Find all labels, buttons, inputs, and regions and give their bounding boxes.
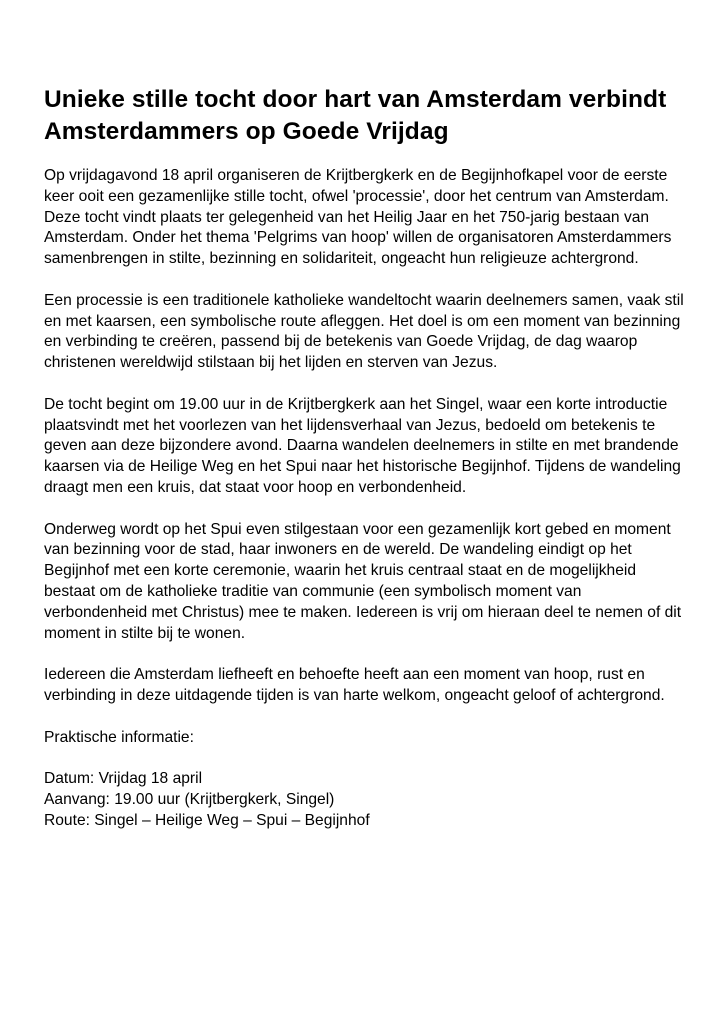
document-title: Unieke stille tocht door hart van Amsterdam verbindt Amsterdammers op Goede Vrijdag bbox=[44, 86, 667, 145]
info-start-time: Aanvang: 19.00 uur (Krijtbergkerk, Singel) bbox=[44, 790, 335, 808]
info-route: Route: Singel – Heilige Weg – Spui – Begijnhof bbox=[44, 811, 370, 829]
paragraph-processie: Een processie is een traditionele katholieke wandeltocht waarin deelnemers samen, vaak stil en met kaarsen, een symbolische route afleggen. Het doel is om een moment van bezinning en verbinding te creëren, passend bij de betekenis van Goede Vrijdag, de dag waarop christenen wereldwijd stilstaan bij het lijden en sterven van Jezus. bbox=[44, 291, 684, 372]
document-body bbox=[44, 166, 684, 832]
info-list bbox=[44, 769, 684, 831]
document-content bbox=[44, 84, 684, 832]
paragraph-intro: Op vrijdagavond 18 april organiseren de Krijtbergkerk en de Begijnhofkapel voor de eerste keer ooit een gezamenlijke stille tocht, ofwel 'processie', door het centrum van Amsterdam. Deze tocht vindt plaats ter gelegenheid van het Heilig Jaar en het 750-jarig bestaan van Amsterdam. Onder het thema 'Pelgrims van hoop' willen de organisatoren Amsterdammers samenbrengen in stilte, bezinning en solidariteit, ongeacht hun religieuze achtergrond. bbox=[44, 167, 672, 268]
info-date: Datum: Vrijdag 18 april bbox=[44, 770, 203, 788]
paragraph-spui: Onderweg wordt op het Spui even stilgestaan voor een gezamenlijk kort gebed en moment van bezinning voor de stad, haar inwoners en de wereld. De wandeling eindigt op het Begijnhof met een korte ceremonie, waarin het kruis centraal staat en de mogelijkheid bestaat om de katholieke traditie van communie (een symbolisch moment van verbondenheid met Christus) mee te maken. Iedereen is vrij om hieraan deel te nemen of dit moment in stilte bij te wonen. bbox=[44, 520, 682, 642]
info-heading: Praktische informatie: bbox=[44, 728, 194, 746]
paragraph-welcome: Iedereen die Amsterdam liefheeft en behoefte heeft aan een moment van hoop, rust en verbinding in deze uitdagende tijden is van harte welkom, ongeacht geloof of achtergrond. bbox=[44, 666, 665, 704]
paragraph-route: De tocht begint om 19.00 uur in de Krijtbergkerk aan het Singel, waar een korte introductie plaatsvindt met het voorlezen van het lijdensverhaal van Jezus, bedoeld om betekenis te geven aan deze bijzondere avond. Daarna wandelen deelnemers in stilte en met brandende kaarsen via de Heilige Weg en het Spui naar het historische Begijnhof. Tijdens de wandeling draagt men een kruis, dat staat voor hoop en verbondenheid. bbox=[44, 395, 681, 496]
